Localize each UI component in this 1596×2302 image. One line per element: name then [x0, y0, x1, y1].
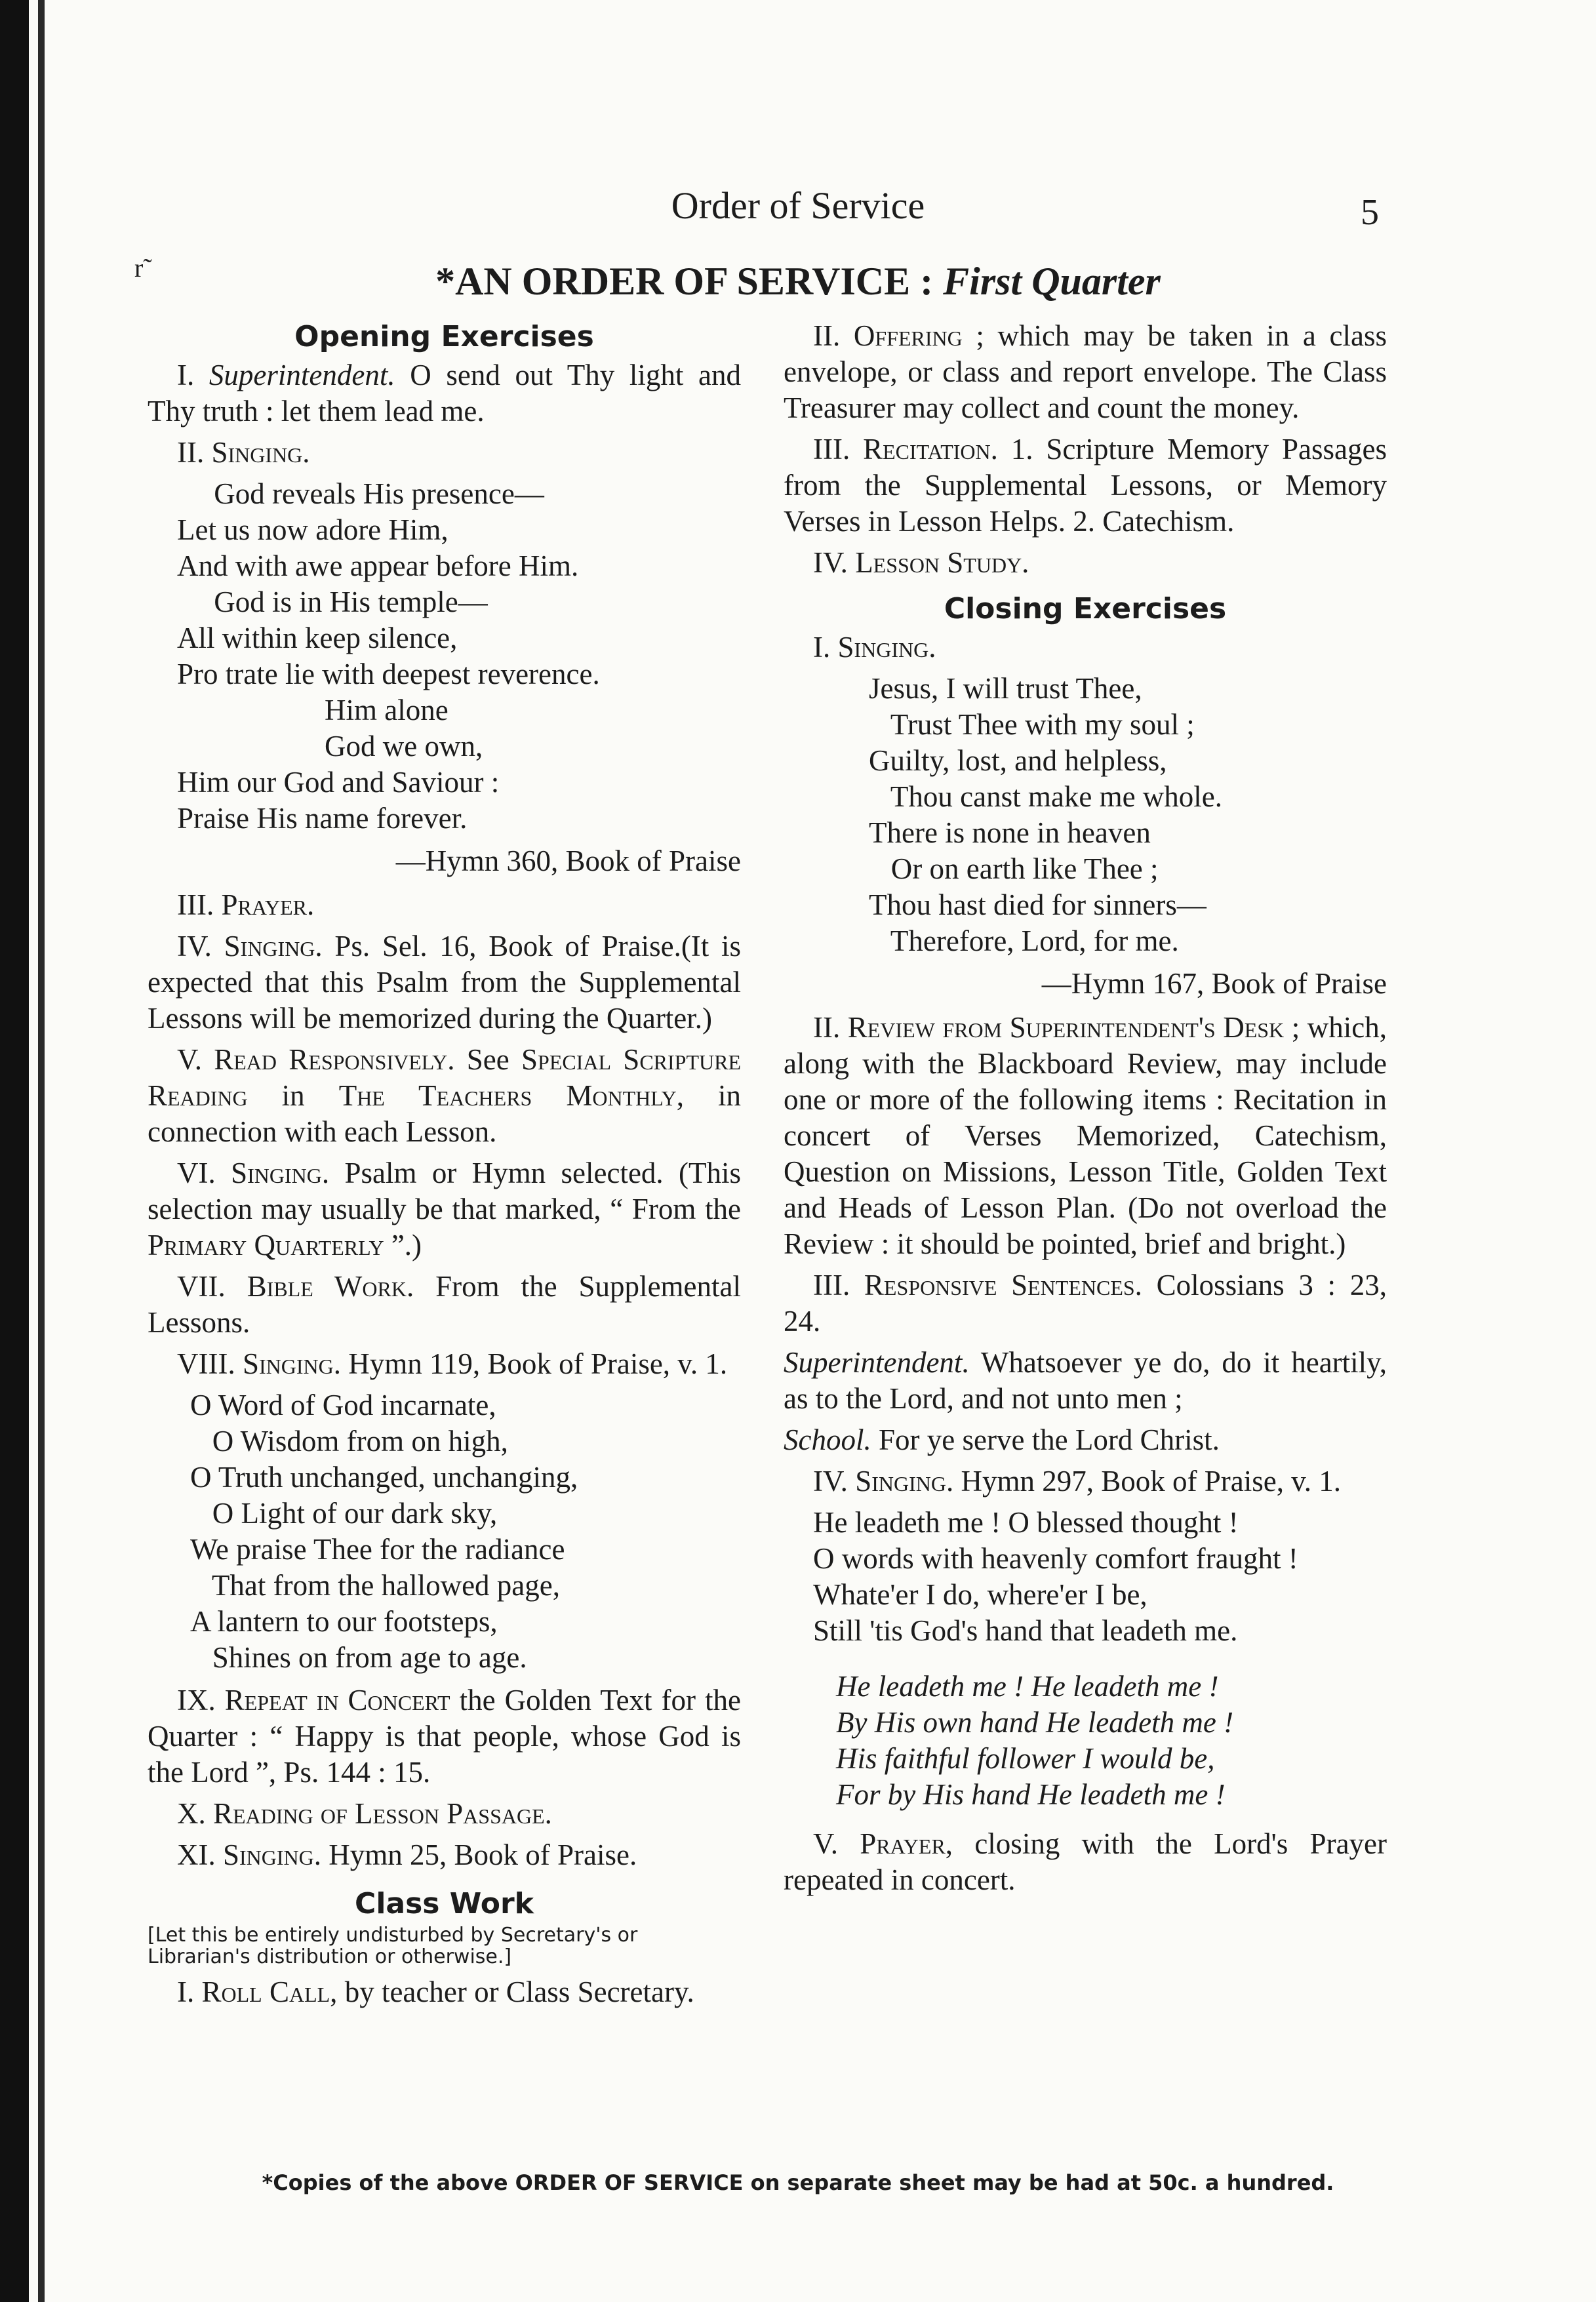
opening-item-9 [148, 1682, 741, 1791]
item-text: Hymn 297, Book of Praise, v. 1. [953, 1465, 1342, 1498]
item-label: Singing. [224, 930, 323, 962]
closing-exercises-heading: Closing Exercises [944, 592, 1227, 625]
verse-line: Pro trate lie with deepest reverence. [177, 658, 600, 690]
item-number: IV. [813, 1465, 848, 1498]
verse-line: O Word of God incarnate, [190, 1389, 496, 1421]
item-label: Reading of Lesson Passage. [213, 1797, 552, 1830]
item-label: Singing. [211, 436, 310, 469]
running-head: Order of Service [671, 184, 925, 227]
item-label: The Teachers Monthly [338, 1079, 677, 1112]
page-title-sub: First Quarter [943, 260, 1161, 303]
item-text: ”.) [384, 1229, 422, 1261]
item-number: V. [177, 1043, 202, 1076]
item-label: Repeat in Concert [224, 1684, 450, 1717]
opening-item-7 [148, 1269, 741, 1341]
hymn-attribution: —Hymn 167, Book of Praise [1041, 967, 1387, 1000]
page-title [0, 259, 1596, 304]
item-label: Singing. [855, 1465, 954, 1498]
verse-line: O Wisdom from on high, [190, 1425, 508, 1458]
opening-item-2 [148, 435, 741, 471]
item-text: Ps. Sel. 16, Book of Praise.(It is expected that this Psalm from the Supplemental Lessons will be memorized during the Quarter.) [148, 930, 742, 1035]
chorus-line: For by His hand He leadeth me ! [836, 1778, 1226, 1811]
hymn-297-verse [813, 1505, 1387, 1649]
item-label: Singing. [222, 1838, 322, 1871]
item-label: Prayer, [860, 1827, 953, 1860]
item-text: Hymn 25, Book of Praise. [321, 1838, 637, 1871]
item-number: VI. [177, 1157, 216, 1189]
class-work-item-1 [148, 1974, 741, 2010]
verse-line: O words with heavenly comfort fraught ! [813, 1542, 1298, 1575]
verse-line: God is in His temple— [177, 585, 488, 618]
item-number: II. [813, 319, 841, 352]
corner-mark: r˜ [134, 253, 152, 283]
opening-item-1 [148, 357, 741, 429]
item-label: Bible Work. [247, 1270, 414, 1303]
page-number: 5 [1361, 192, 1379, 233]
item-text: 1. Scripture Memory Passages from the Supplemental Lessons, or Memory Verses in Lesson Helps. 2. Catechism. [784, 433, 1387, 538]
item-number: III. [813, 1269, 850, 1301]
closing-item-1 [784, 629, 1387, 665]
verse-line: O Light of our dark sky, [190, 1497, 498, 1530]
speaker-label: Superintendent. [784, 1346, 970, 1379]
item-text: Hymn 119, Book of Praise, v. 1. [341, 1347, 728, 1380]
item-text: Colossians 3 : 23, 24. [784, 1269, 1387, 1338]
item-label: Responsive Sentences. [864, 1269, 1142, 1301]
verse-line: God we own, [177, 730, 483, 763]
class-work-note: [Let this be entirely undisturbed by Secretary's or Librarian's distribution or otherwise.] [148, 1924, 638, 1968]
item-text: by teacher or Class Secretary. [337, 1975, 694, 2008]
opening-item-10 [148, 1796, 741, 1832]
verse-line: Trust Thee with my soul ; [869, 708, 1195, 741]
verse-line: Him our God and Saviour : [177, 766, 500, 799]
item-label: Primary Quarterly [148, 1229, 384, 1261]
item-number: VIII. [177, 1347, 235, 1380]
item-text: in [247, 1079, 339, 1112]
item-label: Special Scripture Reading [148, 1043, 742, 1112]
item-text: the Golden Text for the Quarter : “ Happy is that people, whose God is the Lord ”, Ps. 144 : 15. [148, 1684, 742, 1789]
opening-item-11 [148, 1837, 741, 1873]
class-work-item-4 [784, 545, 1387, 581]
item-text: Psalm or Hymn selected. (This selection may usually be that marked, “ From the [148, 1157, 742, 1225]
verse-line: Thou canst make me whole. [869, 780, 1223, 813]
binding-edge-inner [38, 0, 45, 2302]
item-number: IV. [813, 546, 848, 579]
item-text: , in connection with each Lesson. [148, 1079, 741, 1148]
opening-item-5 [148, 1042, 741, 1150]
chorus-line: He leadeth me ! He leadeth me ! [836, 1670, 1219, 1703]
item-number: X. [177, 1797, 206, 1830]
hymn-119-verse [190, 1387, 741, 1676]
verse-line: We praise Thee for the radiance [190, 1533, 565, 1566]
verse-line: Shines on from age to age. [190, 1641, 527, 1674]
item-text: closing with the Lord's Prayer repeated in concert. [784, 1827, 1387, 1896]
item-label: Singing. [837, 631, 936, 664]
verse-line: A lantern to our footsteps, [190, 1605, 498, 1638]
item-label: Lesson Study. [855, 546, 1029, 579]
item-label: Roll Call, [201, 1975, 338, 2008]
item-text: O send out Thy light and Thy truth : let them lead me. [148, 359, 742, 427]
item-label: Offering [853, 319, 963, 352]
opening-item-6 [148, 1155, 741, 1263]
item-label: Read Responsively. [214, 1043, 455, 1076]
item-label: Singing. [242, 1347, 341, 1380]
verse-line: There is none in heaven [869, 816, 1151, 849]
hymn-297-chorus [836, 1669, 1387, 1813]
chorus-line: His faithful follower I would be, [836, 1742, 1215, 1775]
item-number: VII. [177, 1270, 226, 1303]
hymn-167-verse [869, 671, 1387, 959]
item-label: Recitation. [863, 433, 998, 466]
verse-line: Still 'tis God's hand that leadeth me. [813, 1614, 1238, 1647]
responsive-school [784, 1422, 1387, 1458]
item-label: Superintendent. [209, 359, 395, 391]
verse-line: Or on earth like Thee ; [869, 852, 1159, 885]
verse-line: Therefore, Lord, for me. [869, 924, 1179, 957]
right-column [784, 318, 1387, 1903]
sentence-text: For ye serve the Lord Christ. [871, 1423, 1220, 1456]
left-column [148, 318, 741, 2015]
footnote: *Copies of the above ORDER OF SERVICE on separate sheet may be had at 50c. a hundred. [262, 2170, 1334, 2195]
verse-line: O Truth unchanged, unchanging, [190, 1461, 578, 1494]
speaker-label: School. [784, 1423, 871, 1456]
verse-line: God reveals His presence— [177, 477, 544, 510]
opening-item-3 [148, 887, 741, 923]
closing-item-2 [784, 1010, 1387, 1262]
item-text: ; which, along with the Blackboard Review, may include one or more of the following items : Recitation in concert of Verses Memorized, Catechism, Question on Missions, Lesson Title, Golden Text and Heads of Lesson Plan. (Do not overload the Review : it should be pointed, brief and bright.) [784, 1011, 1387, 1260]
item-text: See [454, 1043, 521, 1076]
closing-item-4 [784, 1463, 1387, 1499]
opening-item-8 [148, 1346, 741, 1382]
closing-item-5 [784, 1826, 1387, 1898]
class-work-item-2 [784, 318, 1387, 426]
verse-line: Let us now adore Him, [177, 513, 449, 546]
closing-item-3 [784, 1267, 1387, 1340]
verse-line: Whate'er I do, where'er I be, [813, 1578, 1147, 1611]
verse-line: Him alone [177, 694, 449, 726]
verse-line: Praise His name forever. [177, 802, 468, 835]
item-number: II. [177, 436, 205, 469]
item-number: I. [177, 1975, 195, 2008]
item-text: ; which may be taken in a class envelope, or class and report envelope. The Class Treasurer may collect and count the money. [784, 319, 1387, 424]
responsive-superintendent [784, 1345, 1387, 1417]
item-label: Prayer. [221, 888, 315, 921]
hymn-attribution: —Hymn 360, Book of Praise [395, 844, 741, 877]
item-number: IV. [177, 930, 212, 962]
verse-line: Guilty, lost, and helpless, [869, 744, 1167, 777]
verse-line: And with awe appear before Him. [177, 549, 579, 582]
class-work-item-3 [784, 431, 1387, 540]
item-number: I. [813, 631, 831, 664]
sentence-text: Whatsoever ye do, do it heartily, as to the Lord, and not unto men ; [784, 1346, 1387, 1415]
page-title-main: *AN ORDER OF SERVICE : [435, 260, 944, 303]
item-number: V. [813, 1827, 838, 1860]
item-label: Review from Superintendent's Desk [847, 1011, 1285, 1044]
verse-line: All within keep silence, [177, 622, 458, 654]
item-number: III. [177, 888, 214, 921]
item-number: II. [813, 1011, 841, 1044]
class-work-heading: Class Work [355, 1887, 534, 1920]
item-label: Singing. [231, 1157, 330, 1189]
item-number: IX. [177, 1684, 216, 1717]
verse-line: He leadeth me ! O blessed thought ! [813, 1506, 1239, 1539]
verse-line: That from the hallowed page, [190, 1569, 560, 1602]
item-number: III. [813, 433, 850, 466]
item-number: XI. [177, 1838, 216, 1871]
opening-item-4 [148, 928, 741, 1037]
hymn-360-verse [177, 476, 741, 837]
verse-line: Jesus, I will trust Thee, [869, 672, 1142, 705]
opening-exercises-heading: Opening Exercises [294, 320, 594, 353]
binding-edge [0, 0, 29, 2302]
item-number: I. [177, 359, 195, 391]
item-text: From the Supplemental Lessons. [148, 1270, 741, 1339]
chorus-line: By His own hand He leadeth me ! [836, 1706, 1234, 1739]
verse-line: Thou hast died for sinners— [869, 888, 1207, 921]
